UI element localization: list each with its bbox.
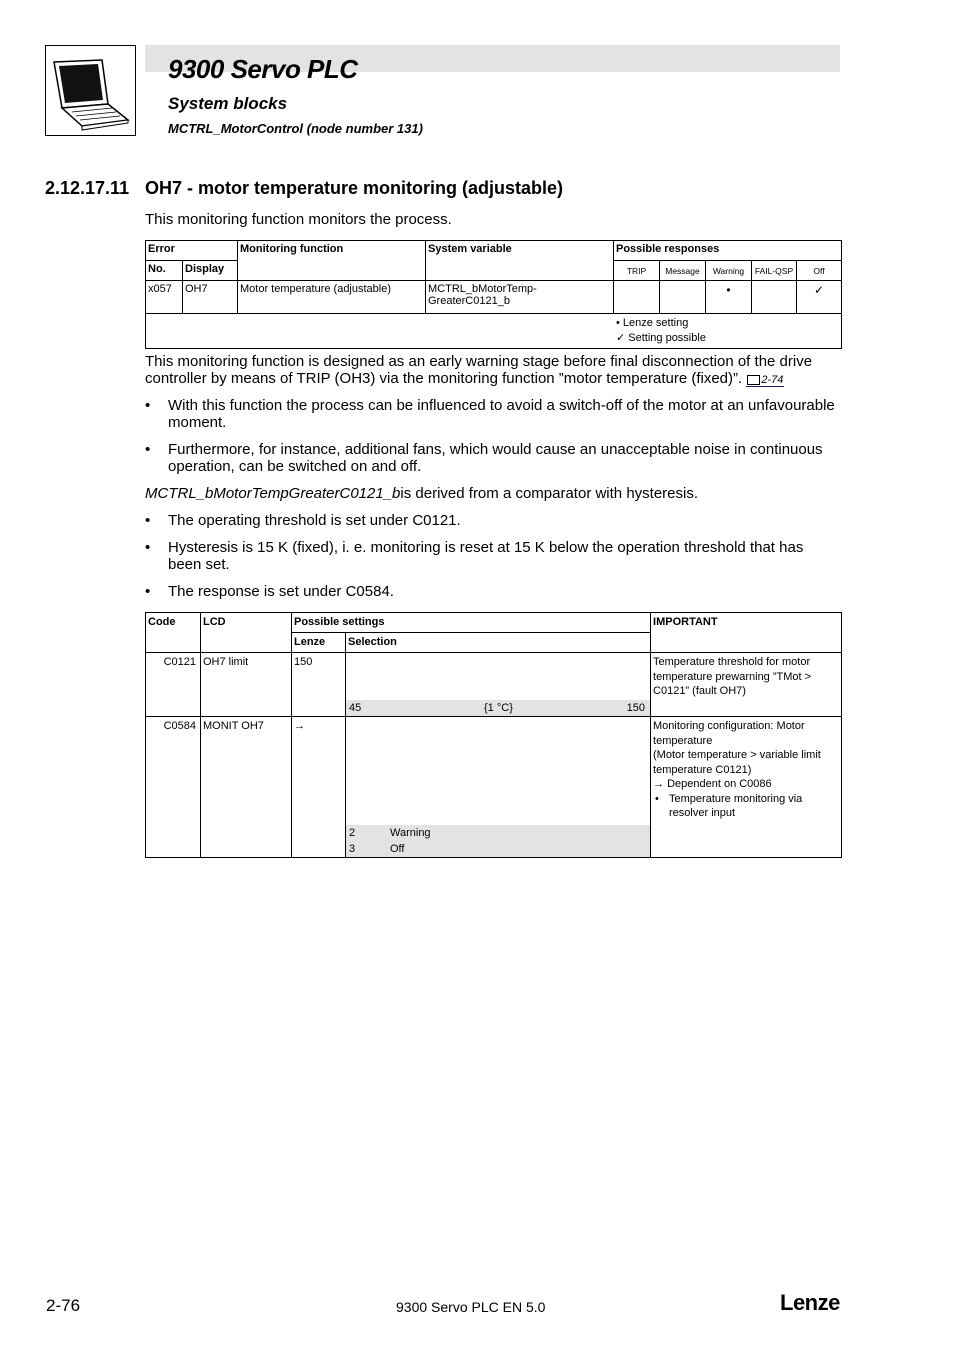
range-min: 45 (349, 702, 362, 714)
intro-text: This monitoring function monitors the process. (145, 211, 452, 228)
header-monitoring-function: Monitoring function (238, 241, 426, 281)
bullet-icon: • (145, 512, 151, 529)
option-label: Warning (390, 827, 431, 839)
option-value: 3 (349, 843, 356, 855)
off-setting-possible-mark: ✓ (797, 281, 842, 314)
paragraph-1 (145, 353, 845, 387)
chapter-title: System blocks (168, 94, 288, 113)
response-trip: TRIP (614, 261, 660, 281)
bullet-text: The response is set under C0584. (168, 583, 394, 600)
table-row (146, 717, 842, 858)
bullet-text: With this function the process can be influenced to avoid a switch-off of the motor at an unfavourable moment. (168, 397, 835, 431)
page-reference-text: 2-74 (761, 374, 784, 386)
sysvar-line-1: MCTRL_bMotorTemp- (428, 283, 537, 295)
book-icon (747, 375, 760, 385)
system-variable (426, 281, 614, 314)
paragraph-2 (145, 485, 845, 502)
response-warning: Warning (706, 261, 752, 281)
bullet-text: Hysteresis is 15 K (fixed), i. e. monitoring is reset at 15 K below the operation threshold that has been set. (168, 539, 804, 573)
block-title: MCTRL_MotorControl (node number 131) (168, 121, 423, 136)
paragraph-1-text: This monitoring function is designed as an early warning stage before final disconnection of the drive controller by means of TRIP (OH3) via the monitoring function ”motor temperature (fixed)”. (145, 353, 813, 387)
code-c0584: C0584 (146, 717, 201, 858)
page-reference-link[interactable] (746, 374, 784, 387)
lcd-text: MONIT OH7 (201, 717, 292, 858)
important-cell (651, 717, 842, 858)
bullet-icon: • (145, 583, 151, 600)
header-error: Error (146, 241, 238, 261)
header-system-variable: System variable (426, 241, 614, 281)
bullet-icon: • (145, 441, 151, 458)
function-name: Motor temperature (adjustable) (238, 281, 426, 314)
header-lcd: LCD (201, 613, 292, 653)
header-no: No. (146, 261, 183, 281)
footer-document: 9300 Servo PLC EN 5.0 (396, 1299, 546, 1315)
legend-lenze-setting: • Lenze setting (616, 317, 689, 329)
important-line-3: → Dependent on C0086 (653, 778, 772, 790)
paragraph-2-text: is derived from a comparator with hysteresis. (400, 485, 699, 502)
legend-setting-possible: ✓ Setting possible (616, 332, 706, 344)
bullet-icon: • (145, 397, 151, 414)
response-fail-qsp: FAIL-QSP (752, 261, 797, 281)
section-number: 2.12.17.11 (45, 178, 130, 198)
bullet-icon: • (145, 539, 151, 556)
fail-qsp-cell (752, 281, 797, 314)
lenze-arrow-icon: → (292, 717, 346, 858)
important-bullet (653, 792, 839, 821)
warning-lenze-setting-mark: • (706, 281, 752, 314)
table-legend (146, 314, 842, 349)
header-important: IMPORTANT (651, 613, 842, 653)
bullet-text: Furthermore, for instance, additional fans, which would cause an unacceptable noise in continuous operation, can be switched on and off. (168, 441, 823, 475)
range-max: 150 (626, 702, 646, 714)
lenze-value: 150 (292, 653, 346, 717)
code-c0121: C0121 (146, 653, 201, 717)
sysvar-line-2: GreaterC0121_b (428, 295, 510, 307)
header-lenze: Lenze (292, 633, 346, 653)
range-step: {1 °C} (484, 702, 513, 714)
error-number: x057 (146, 281, 183, 314)
section-heading (45, 178, 563, 199)
important-line-2: (Motor temperature > variable limit temperature C0121) (653, 749, 821, 776)
trip-cell (614, 281, 660, 314)
monitoring-table (145, 240, 842, 349)
header-selection: Selection (346, 633, 651, 653)
laptop-logo-icon (45, 45, 136, 136)
lenze-logo: Lenze (780, 1290, 840, 1315)
bullet-text: The operating threshold is set under C0121. (168, 512, 461, 529)
range-row (346, 700, 650, 716)
header-possible-settings: Possible settings (292, 613, 651, 633)
page-number: 2-76 (46, 1296, 81, 1315)
header-display: Display (183, 261, 238, 281)
response-off: Off (797, 261, 842, 281)
code-table (145, 612, 842, 858)
important-line-4: Temperature monitoring via resolver input (669, 792, 803, 819)
lcd-text: OH7 limit (201, 653, 292, 717)
bullet-icon: • (655, 792, 659, 805)
option-label: Off (390, 843, 405, 855)
variable-name: MCTRL_bMotorTempGreaterC0121_b (145, 485, 401, 502)
response-message: Message (660, 261, 706, 281)
error-display: OH7 (183, 281, 238, 314)
selection-cell (346, 717, 651, 858)
document-title: 9300 Servo PLC (168, 54, 358, 84)
table-row (146, 653, 842, 717)
option-row (346, 825, 650, 841)
message-cell (660, 281, 706, 314)
section-title: OH7 - motor temperature monitoring (adjustable) (145, 178, 564, 198)
header-code: Code (146, 613, 201, 653)
important-line-1: Monitoring configuration: Motor temperature (653, 720, 805, 747)
table-row (146, 281, 842, 314)
option-value: 2 (349, 827, 356, 839)
header-possible-responses: Possible responses (614, 241, 842, 261)
important-text: Temperature threshold for motor temperature prewarning ”TMot > C0121” (fault OH7) (651, 653, 842, 717)
selection-cell (346, 653, 651, 717)
option-row (346, 841, 650, 857)
